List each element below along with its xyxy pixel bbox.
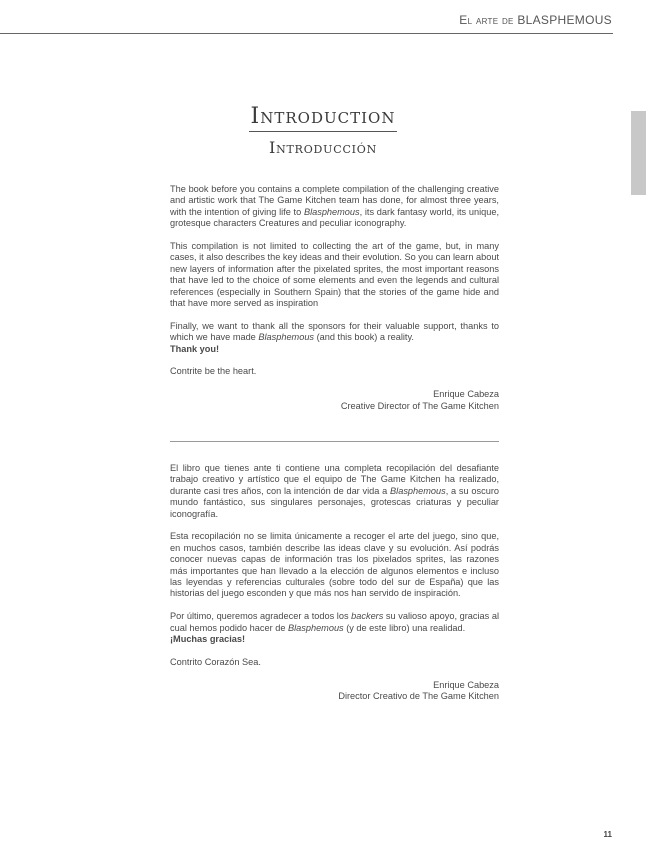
text-run: (and this book) a reality. (314, 332, 414, 343)
spanish-thanks: ¡Muchas gracias! (170, 634, 246, 645)
text-run: , its dark fantasy world, its unique, grotesque characters Creatures and peculiar iconography. (170, 206, 499, 229)
text-run: Finally, we want to thank all the sponsors for their valuable support, thanks to which we have made (170, 320, 499, 343)
title-english: Introduction (249, 104, 398, 132)
text-run: Por último, queremos agradecer a todos los (170, 611, 352, 622)
spanish-signature-name: Enrique Cabeza (433, 679, 499, 690)
english-thanks: Thank you! (170, 343, 220, 354)
game-title-italic: Blasphemous (303, 206, 360, 217)
running-header: El arte de BLASPHEMOUS (459, 13, 612, 27)
backers-italic: backers (351, 611, 384, 622)
game-title-italic: Blasphemous (390, 485, 446, 496)
title-block (0, 104, 646, 157)
spanish-paragraph-2: Esta recopilación no se limita únicamente a recoger el arte del juego, sino que, en muchos casos, también describe las ideas clave y su evolución. Así podrás conocer nuevas capas de información tras los pixelados sprites, las razones más importantes que han llevado a la elección de algunos elementos e incluso las leyendas y referencias culturales (sobre todo del sur de España) que las historias del juego esconden y que más nos han servido de inspiración. (170, 531, 499, 599)
english-paragraph-1 (170, 184, 499, 230)
header-rule (0, 33, 613, 34)
english-closing: Contrite be the heart. (170, 366, 257, 377)
spanish-section (170, 463, 499, 702)
text-run: El libro que tienes ante ti contiene una completa recopilación del desafiante trabajo creativo y artístico que el equipo de The Game Kitchen ha realizado, durante casi tres años, con la intención de dar vida a (170, 463, 499, 496)
text-run: , a su oscuro mundo fantástico, sus singulares personajes, grotescas criaturas y peculiar iconografía. (170, 485, 499, 519)
title-spanish: Introducción (268, 138, 378, 157)
spanish-closing: Contrito Corazón Sea. (170, 656, 261, 667)
page-number: 11 (603, 830, 612, 839)
english-paragraph-3 (170, 321, 499, 344)
text-run: The book before you contains a complete compilation of the challenging creative and artistic work that The Game Kitchen team has done, for almost three years, with the intention of giving life to (170, 184, 499, 217)
game-title-italic: Blasphemous (258, 332, 315, 343)
english-paragraph-2: This compilation is not limited to collecting the art of the game, but, in many cases, it also describes the key ideas and their evolution. So you can learn about new layers of information after the pixelated sprites, the most important reasons that have led to the choice of some elements and even the legends and cultural references (especially in Southern Spain) that the stories of the game hide and that have more served as inspiration (170, 241, 499, 309)
text-run: (y de este libro) una realidad. (343, 622, 466, 633)
english-signature-name: Enrique Cabeza (433, 389, 499, 400)
game-title-italic: Blasphemous (287, 622, 344, 633)
spanish-signature-role: Director Creativo de The Game Kitchen (338, 691, 499, 702)
spanish-paragraph-3 (170, 611, 499, 634)
english-section (170, 184, 499, 412)
text-run: su valioso apoyo, gracias al cual hemos podido hacer de (170, 611, 500, 633)
english-signature-role: Creative Director of The Game Kitchen (340, 400, 499, 411)
spanish-paragraph-1 (170, 463, 499, 520)
section-divider (170, 441, 499, 442)
